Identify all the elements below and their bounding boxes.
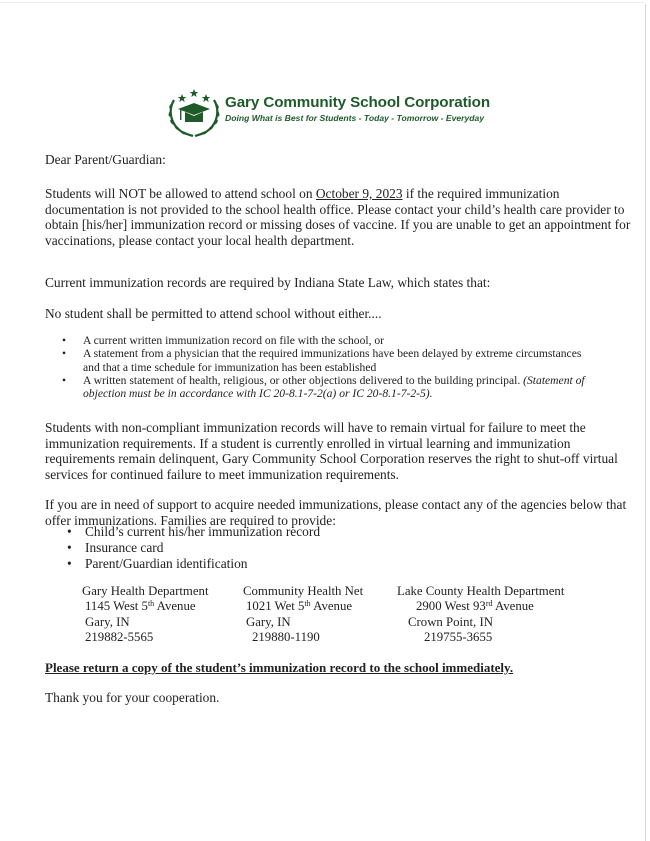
org-tagline: Doing What is Best for Students - Today - Tomorrow - Everyday [225, 113, 485, 123]
intro-line-1 [45, 186, 630, 202]
virtual-policy-paragraph [45, 420, 618, 482]
agency-name: Community Health Net [243, 584, 364, 598]
support-item-text: Insurance card [85, 540, 164, 555]
support-item [45, 540, 320, 556]
requirement-text: A current written immunization record on file with the school, or [83, 334, 385, 347]
requirement-intro: No student shall be permitted to attend school without either.... [45, 306, 382, 321]
intro-line-1-post: if the required immunization [402, 186, 560, 201]
support-item-text: Parent/Guardian identification [85, 556, 248, 571]
support-requirements-list [45, 524, 320, 572]
requirement-text-plain: A written statement of health, religious, or other objections delivered to the building principal. [83, 373, 524, 387]
bullet-icon: • [67, 556, 72, 571]
requirement-text: A statement from a physician that the required immunizations have been delayed by extreme circumstances [83, 347, 582, 361]
requirement-text-italic: (Statement of [523, 373, 585, 387]
street-ordinal: rd [485, 599, 493, 609]
support-item [45, 524, 320, 540]
agency-name: Lake County Health Department [397, 584, 565, 598]
support-line: offer immunizations. Families are required to provide: [45, 512, 336, 528]
intro-paragraph [45, 186, 630, 248]
agency-city: Gary, IN [85, 614, 130, 629]
page-top-edge [0, 2, 645, 3]
closing: Thank you for your cooperation. [45, 690, 220, 705]
street-name: Avenue [492, 599, 534, 614]
virtual-policy-line: Students with non-compliant immunization records will have to remain virtual for failure to meet the [45, 420, 586, 435]
deadline-date: October 9, 2023 [315, 186, 403, 201]
agency-lake-county-health-department [397, 584, 564, 646]
requirement-item [45, 334, 585, 347]
street-name: Avenue [310, 599, 353, 614]
virtual-policy-line: immunization requirements. If a student is currently enrolled in virtual learning and immunization [45, 435, 571, 451]
street-name: Avenue [154, 599, 196, 614]
virtual-policy-line: services for continued failure to meet immunization requirements. [45, 466, 399, 482]
street-number: 2900 West 93 [416, 599, 486, 614]
agency-street [243, 599, 363, 614]
agency-name: Gary Health Department [82, 584, 209, 598]
agency-phone: 219880-1190 [252, 630, 320, 645]
virtual-policy-line: requirements remain delinquent, Gary Community School Corporation reserves the right to shut-off virtual [45, 451, 618, 467]
street-ordinal: th [147, 599, 155, 609]
agency-phone: 219755-3655 [424, 630, 493, 645]
requirement-text-italic: objection must be in accordance with IC 20-8.1-7-2(a) or IC 20-8.1-7-2-5). [83, 387, 433, 401]
agency-phone: 219882-5565 [85, 630, 154, 645]
requirement-text: and that a time schedule for immunization has been established [83, 360, 377, 374]
greeting: Dear Parent/Guardian: [45, 152, 166, 167]
return-record-notice: Please return a copy of the student’s immunization record to the school immediately. [45, 660, 514, 675]
requirements-list [45, 334, 585, 400]
agency-gary-health-department [82, 584, 209, 646]
requirement-text [83, 374, 585, 387]
bullet-icon: • [62, 334, 67, 347]
bullet-icon: • [62, 347, 67, 361]
intro-line-3: obtain [his/her] immunization record or missing doses of vaccine. If you are unable to get an appointment for [45, 217, 631, 233]
requirement-item [45, 374, 585, 401]
law-statement: Current immunization records are required by Indiana State Law, which states that: [45, 275, 491, 290]
support-line: If you are in need of support to acquire needed immunizations, please contact any of the agencies below that [45, 497, 627, 512]
agency-city: Crown Point, IN [408, 614, 493, 629]
page-right-edge [645, 4, 646, 841]
bullet-icon: • [62, 373, 67, 387]
agency-city: Gary, IN [246, 614, 291, 629]
agency-street [82, 599, 209, 614]
street-number: 1021 Wet 5 [246, 599, 305, 614]
letterhead [166, 84, 491, 142]
support-item [45, 556, 320, 572]
intro-line-4: vaccinations, please contact your local health department. [45, 232, 355, 248]
intro-line-2: documentation is not provided to the school health office. Please contact your child’s health care provider to [45, 201, 625, 217]
bullet-icon: • [67, 540, 72, 555]
requirement-item [45, 347, 585, 374]
street-number: 1145 West 5 [85, 599, 148, 614]
bullet-icon: • [67, 524, 72, 539]
agency-community-health-net [243, 584, 363, 646]
org-name: Gary Community School Corporation [225, 94, 491, 111]
street-ordinal: th [304, 599, 311, 609]
graduation-cap-laurel-stars-icon [166, 84, 222, 140]
agency-street [397, 599, 564, 614]
support-item-text: Child’s current his/her immunization record [85, 524, 321, 539]
intro-line-1-pre: Students will NOT be allowed to attend school on [45, 186, 316, 201]
